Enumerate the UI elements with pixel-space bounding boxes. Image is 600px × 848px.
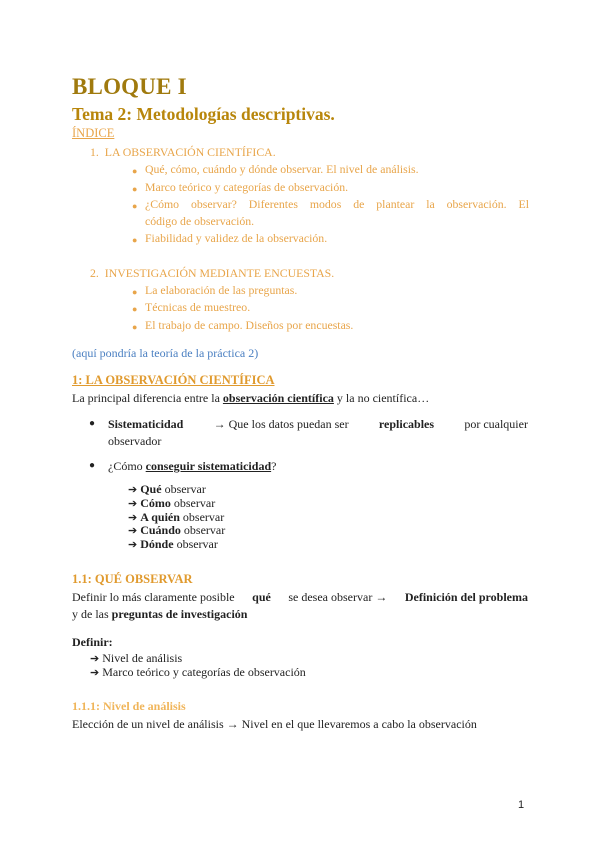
section-1-intro — [72, 391, 429, 406]
sub-item-keyword: Dónde — [140, 537, 174, 551]
definition-text: → Que los datos puedan ser — [213, 417, 349, 431]
bullet-icon: ● — [132, 287, 138, 297]
term-sistematicidad: Sistematicidad — [108, 417, 184, 431]
bullet-icon: ● — [132, 235, 138, 245]
toc-number: 1. — [90, 145, 99, 159]
question-text: ? — [271, 459, 277, 473]
arrow-right-icon: ➔ — [128, 498, 138, 510]
sub-item-keyword: Cuándo — [140, 523, 181, 537]
sub-item-text: observar — [179, 510, 225, 524]
practice-note: (aquí pondría la teoría de la práctica 2) — [72, 346, 259, 360]
section-1-1-1-text: Elección de un nivel de análisis → Nivel en el que llevaremos a cabo la observación — [72, 717, 477, 731]
bullet-icon: ● — [132, 304, 138, 314]
definir-label: Definir: — [72, 635, 113, 649]
sub-item — [128, 482, 206, 497]
indice-heading: ÍNDICE — [72, 126, 115, 140]
toc-title: LA OBSERVACIÓN CIENTÍFICA. — [104, 145, 276, 159]
intro-text: y la no científica… — [333, 391, 430, 405]
term-replicables: replicables — [378, 417, 435, 431]
toc-item: El trabajo de campo. Diseños por encuestas. — [145, 318, 354, 332]
toc-item: ¿Cómo observar? Diferentes modos de plantear la observación. El — [145, 197, 529, 211]
page-number: 1 — [518, 799, 525, 811]
toc-section-2 — [90, 266, 334, 281]
sub-item-text: observar — [161, 482, 206, 496]
sub-item — [128, 537, 218, 552]
section-1-title: 1: LA OBSERVACIÓN CIENTÍFICA — [72, 373, 275, 387]
bloque-heading: BLOQUE I — [72, 74, 187, 99]
sub-item-keyword: Cómo — [140, 496, 171, 510]
intro-text: La principal diferencia entre la — [72, 391, 223, 405]
toc-section-1 — [90, 145, 276, 160]
toc-item: Técnicas de muestreo. — [145, 300, 251, 314]
sub-item-keyword: Qué — [140, 482, 162, 496]
sub-item — [128, 523, 225, 538]
definir-item-text: Nivel de análisis — [102, 651, 183, 665]
intro-key-term: observación científica — [222, 391, 334, 405]
toc-item: Marco teórico y categorías de observación. — [145, 180, 349, 194]
body-text: se desea observar → — [288, 590, 388, 604]
bullet-icon: ● — [132, 201, 138, 211]
definir-item — [90, 651, 182, 666]
bullet-icon: ● — [132, 184, 138, 194]
toc-title: INVESTIGACIÓN MEDIANTE ENCUESTAS. — [104, 266, 335, 280]
conseguir-line — [108, 459, 276, 474]
bullet-icon: ● — [89, 460, 96, 471]
section-1-1-line-1 — [72, 590, 528, 605]
section-1-1-title: 1.1: QUÉ OBSERVAR — [72, 572, 193, 586]
toc-item: Qué, cómo, cuándo y dónde observar. El nivel de análisis. — [145, 162, 419, 176]
term-definicion-problema: Definición del problema — [404, 590, 528, 604]
toc-item: Fiabilidad y validez de la observación. — [145, 231, 328, 245]
definir-item-text: Marco teórico y categorías de observación — [102, 665, 306, 679]
arrow-right-icon: ➔ — [128, 512, 138, 524]
bullet-icon: ● — [89, 418, 96, 429]
sistematicidad-line — [108, 417, 528, 432]
term-preguntas: preguntas de investigación — [111, 607, 248, 621]
tema-heading: Tema 2: Metodologías descriptivas. — [72, 104, 335, 124]
definir-item — [90, 665, 306, 680]
toc-item-continuation: código de observación. — [145, 214, 255, 228]
toc-item: La elaboración de las preguntas. — [145, 283, 298, 297]
toc-number: 2. — [90, 266, 99, 280]
arrow-right-icon: ➔ — [128, 484, 138, 496]
section-1-1-1-title: 1.1.1: Nivel de análisis — [72, 699, 186, 713]
body-text: y de las — [72, 607, 112, 621]
sub-item-text: observar — [180, 523, 226, 537]
arrow-right-icon: ➔ — [90, 667, 100, 679]
sub-item-text: observar — [173, 537, 218, 551]
term-que: qué — [252, 590, 271, 604]
arrow-right-icon: ➔ — [128, 525, 138, 537]
section-1-1-line-2 — [72, 607, 247, 622]
sub-item-keyword: A quién — [140, 510, 180, 524]
question-text: ¿Cómo — [108, 459, 146, 473]
arrow-right-icon: ➔ — [128, 539, 138, 551]
sistematicidad-line-2: observador — [108, 434, 162, 448]
bullet-icon: ● — [132, 166, 138, 176]
arrow-right-icon: ➔ — [90, 653, 100, 665]
definition-text: por cualquier — [464, 417, 528, 431]
body-text: Definir lo más claramente posible — [72, 590, 235, 604]
bullet-icon: ● — [132, 322, 138, 332]
sub-item-text: observar — [170, 496, 216, 510]
term-conseguir: conseguir sistematicidad — [145, 459, 272, 473]
sub-item — [128, 496, 215, 511]
